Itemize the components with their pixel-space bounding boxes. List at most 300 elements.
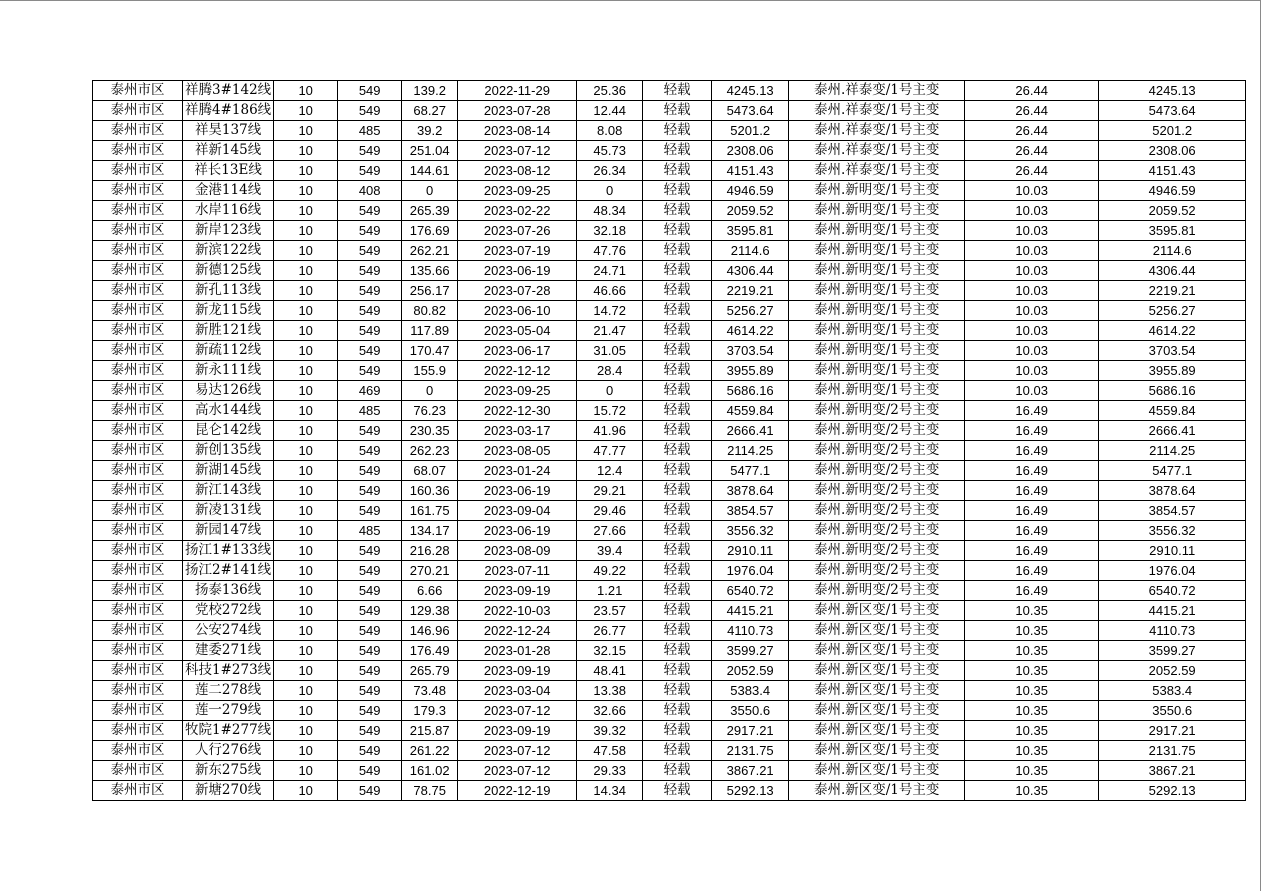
cell-date: 2022-12-30	[458, 401, 577, 421]
table-row	[93, 381, 1246, 401]
cell-load-current: 256.17	[402, 281, 458, 301]
cell-transformer: 泰州.新区变/1号主变	[789, 661, 965, 681]
cell-rated-current: 549	[338, 441, 402, 461]
cell-available-capacity: 2917.21	[1099, 721, 1246, 741]
cell-voltage: 10	[274, 381, 338, 401]
cell-line-name: 祥腾4#186线	[183, 101, 274, 121]
cell-voltage: 10	[274, 501, 338, 521]
cell-available-capacity: 4415.21	[1099, 601, 1246, 621]
cell-load-status: 轻载	[643, 481, 712, 501]
cell-transformer-load-rate: 16.49	[965, 461, 1099, 481]
cell-transformer: 泰州.新明变/1号主变	[789, 241, 965, 261]
cell-transformer: 泰州.新区变/1号主变	[789, 741, 965, 761]
table-row	[93, 421, 1246, 441]
cell-remaining-capacity: 3703.54	[712, 341, 789, 361]
cell-date: 2023-07-12	[458, 701, 577, 721]
cell-remaining-capacity: 3595.81	[712, 221, 789, 241]
cell-line-name: 高水144线	[183, 401, 274, 421]
table-row	[93, 781, 1246, 801]
cell-transformer-load-rate: 10.35	[965, 601, 1099, 621]
cell-available-capacity: 5477.1	[1099, 461, 1246, 481]
cell-voltage: 10	[274, 141, 338, 161]
table-row	[93, 221, 1246, 241]
cell-line-name: 扬江1#133线	[183, 541, 274, 561]
cell-available-capacity: 5686.16	[1099, 381, 1246, 401]
cell-line-name: 公安274线	[183, 621, 274, 641]
cell-load-rate: 28.4	[577, 361, 643, 381]
cell-transformer-load-rate: 26.44	[965, 81, 1099, 101]
cell-load-current: 129.38	[402, 601, 458, 621]
cell-remaining-capacity: 5686.16	[712, 381, 789, 401]
cell-district: 泰州市区	[93, 361, 183, 381]
cell-load-rate: 32.18	[577, 221, 643, 241]
cell-date: 2022-10-03	[458, 601, 577, 621]
cell-load-current: 135.66	[402, 261, 458, 281]
table-row	[93, 81, 1246, 101]
cell-load-current: 170.47	[402, 341, 458, 361]
cell-voltage: 10	[274, 281, 338, 301]
table-row	[93, 721, 1246, 741]
cell-line-name: 新滨122线	[183, 241, 274, 261]
cell-load-rate: 29.33	[577, 761, 643, 781]
cell-date: 2023-08-12	[458, 161, 577, 181]
cell-rated-current: 549	[338, 221, 402, 241]
cell-district: 泰州市区	[93, 101, 183, 121]
table-row	[93, 501, 1246, 521]
cell-load-rate: 39.4	[577, 541, 643, 561]
cell-voltage: 10	[274, 701, 338, 721]
cell-district: 泰州市区	[93, 421, 183, 441]
cell-load-rate: 27.66	[577, 521, 643, 541]
cell-district: 泰州市区	[93, 321, 183, 341]
cell-district: 泰州市区	[93, 761, 183, 781]
cell-voltage: 10	[274, 201, 338, 221]
cell-available-capacity: 4559.84	[1099, 401, 1246, 421]
cell-load-rate: 39.32	[577, 721, 643, 741]
cell-district: 泰州市区	[93, 561, 183, 581]
cell-voltage: 10	[274, 761, 338, 781]
cell-remaining-capacity: 4306.44	[712, 261, 789, 281]
cell-load-rate: 24.71	[577, 261, 643, 281]
cell-load-status: 轻载	[643, 281, 712, 301]
cell-transformer-load-rate: 10.03	[965, 341, 1099, 361]
cell-transformer-load-rate: 26.44	[965, 121, 1099, 141]
cell-remaining-capacity: 3955.89	[712, 361, 789, 381]
table-row	[93, 561, 1246, 581]
cell-district: 泰州市区	[93, 641, 183, 661]
cell-transformer: 泰州.新明变/1号主变	[789, 281, 965, 301]
cell-voltage: 10	[274, 741, 338, 761]
cell-line-name: 新岸123线	[183, 221, 274, 241]
cell-transformer-load-rate: 10.03	[965, 281, 1099, 301]
cell-transformer: 泰州.新明变/1号主变	[789, 361, 965, 381]
cell-rated-current: 549	[338, 201, 402, 221]
cell-transformer: 泰州.祥泰变/1号主变	[789, 161, 965, 181]
cell-load-current: 261.22	[402, 741, 458, 761]
cell-remaining-capacity: 4614.22	[712, 321, 789, 341]
table-row	[93, 461, 1246, 481]
cell-transformer: 泰州.新明变/1号主变	[789, 201, 965, 221]
cell-transformer-load-rate: 16.49	[965, 421, 1099, 441]
table-row	[93, 661, 1246, 681]
cell-load-status: 轻载	[643, 421, 712, 441]
cell-voltage: 10	[274, 781, 338, 801]
cell-load-status: 轻载	[643, 441, 712, 461]
cell-remaining-capacity: 3556.32	[712, 521, 789, 541]
cell-district: 泰州市区	[93, 241, 183, 261]
cell-load-status: 轻载	[643, 321, 712, 341]
cell-load-status: 轻载	[643, 381, 712, 401]
cell-available-capacity: 5292.13	[1099, 781, 1246, 801]
cell-load-current: 144.61	[402, 161, 458, 181]
table-row	[93, 581, 1246, 601]
cell-rated-current: 549	[338, 321, 402, 341]
cell-load-current: 73.48	[402, 681, 458, 701]
table-row	[93, 541, 1246, 561]
cell-rated-current: 549	[338, 141, 402, 161]
cell-transformer-load-rate: 10.35	[965, 741, 1099, 761]
cell-voltage: 10	[274, 541, 338, 561]
cell-available-capacity: 5473.64	[1099, 101, 1246, 121]
cell-load-status: 轻载	[643, 581, 712, 601]
cell-remaining-capacity: 5383.4	[712, 681, 789, 701]
cell-line-name: 扬泰136线	[183, 581, 274, 601]
cell-rated-current: 485	[338, 121, 402, 141]
cell-rated-current: 549	[338, 301, 402, 321]
table-row	[93, 121, 1246, 141]
cell-line-name: 扬江2#141线	[183, 561, 274, 581]
cell-rated-current: 549	[338, 361, 402, 381]
cell-date: 2023-01-24	[458, 461, 577, 481]
cell-load-status: 轻载	[643, 741, 712, 761]
cell-load-current: 76.23	[402, 401, 458, 421]
cell-rated-current: 549	[338, 461, 402, 481]
cell-rated-current: 549	[338, 581, 402, 601]
cell-voltage: 10	[274, 241, 338, 261]
cell-available-capacity: 4946.59	[1099, 181, 1246, 201]
cell-load-status: 轻载	[643, 701, 712, 721]
cell-load-rate: 41.96	[577, 421, 643, 441]
cell-line-name: 新创135线	[183, 441, 274, 461]
table-row	[93, 361, 1246, 381]
cell-rated-current: 549	[338, 241, 402, 261]
cell-load-status: 轻载	[643, 781, 712, 801]
cell-rated-current: 549	[338, 541, 402, 561]
cell-date: 2023-01-28	[458, 641, 577, 661]
cell-remaining-capacity: 2059.52	[712, 201, 789, 221]
cell-load-status: 轻载	[643, 101, 712, 121]
cell-available-capacity: 4614.22	[1099, 321, 1246, 341]
cell-load-current: 216.28	[402, 541, 458, 561]
cell-district: 泰州市区	[93, 521, 183, 541]
cell-available-capacity: 5201.2	[1099, 121, 1246, 141]
cell-voltage: 10	[274, 721, 338, 741]
cell-transformer-load-rate: 10.35	[965, 701, 1099, 721]
cell-transformer-load-rate: 10.03	[965, 181, 1099, 201]
cell-district: 泰州市区	[93, 661, 183, 681]
cell-load-rate: 23.57	[577, 601, 643, 621]
cell-district: 泰州市区	[93, 781, 183, 801]
cell-load-current: 176.49	[402, 641, 458, 661]
cell-date: 2023-02-22	[458, 201, 577, 221]
cell-remaining-capacity: 2052.59	[712, 661, 789, 681]
cell-rated-current: 549	[338, 621, 402, 641]
cell-date: 2022-12-12	[458, 361, 577, 381]
cell-district: 泰州市区	[93, 341, 183, 361]
cell-date: 2023-06-10	[458, 301, 577, 321]
table-body	[93, 81, 1246, 801]
cell-line-name: 新疏112线	[183, 341, 274, 361]
cell-load-status: 轻载	[643, 261, 712, 281]
cell-load-status: 轻载	[643, 361, 712, 381]
cell-rated-current: 549	[338, 641, 402, 661]
cell-load-status: 轻载	[643, 541, 712, 561]
cell-transformer: 泰州.新明变/2号主变	[789, 521, 965, 541]
cell-load-status: 轻载	[643, 641, 712, 661]
cell-voltage: 10	[274, 361, 338, 381]
cell-transformer: 泰州.新明变/1号主变	[789, 261, 965, 281]
cell-load-status: 轻载	[643, 721, 712, 741]
cell-district: 泰州市区	[93, 261, 183, 281]
cell-date: 2023-07-12	[458, 761, 577, 781]
cell-voltage: 10	[274, 401, 338, 421]
cell-transformer: 泰州.祥泰变/1号主变	[789, 101, 965, 121]
cell-rated-current: 549	[338, 761, 402, 781]
cell-load-rate: 0	[577, 381, 643, 401]
cell-district: 泰州市区	[93, 81, 183, 101]
cell-voltage: 10	[274, 321, 338, 341]
cell-available-capacity: 3854.57	[1099, 501, 1246, 521]
cell-rated-current: 549	[338, 81, 402, 101]
cell-date: 2023-09-19	[458, 721, 577, 741]
cell-transformer: 泰州.新明变/2号主变	[789, 501, 965, 521]
cell-load-current: 251.04	[402, 141, 458, 161]
cell-available-capacity: 3595.81	[1099, 221, 1246, 241]
cell-line-name: 易达126线	[183, 381, 274, 401]
cell-district: 泰州市区	[93, 721, 183, 741]
cell-transformer: 泰州.新明变/2号主变	[789, 461, 965, 481]
cell-district: 泰州市区	[93, 281, 183, 301]
cell-load-current: 146.96	[402, 621, 458, 641]
cell-district: 泰州市区	[93, 401, 183, 421]
cell-remaining-capacity: 5477.1	[712, 461, 789, 481]
cell-load-rate: 48.41	[577, 661, 643, 681]
cell-transformer: 泰州.新明变/2号主变	[789, 421, 965, 441]
cell-remaining-capacity: 3550.6	[712, 701, 789, 721]
cell-district: 泰州市区	[93, 181, 183, 201]
table-row	[93, 701, 1246, 721]
cell-load-rate: 26.34	[577, 161, 643, 181]
cell-line-name: 新湖145线	[183, 461, 274, 481]
cell-voltage: 10	[274, 521, 338, 541]
cell-transformer-load-rate: 10.35	[965, 721, 1099, 741]
cell-load-rate: 13.38	[577, 681, 643, 701]
cell-rated-current: 549	[338, 281, 402, 301]
cell-district: 泰州市区	[93, 681, 183, 701]
cell-date: 2023-07-26	[458, 221, 577, 241]
cell-transformer-load-rate: 16.49	[965, 581, 1099, 601]
table-row	[93, 441, 1246, 461]
cell-line-name: 新胜121线	[183, 321, 274, 341]
cell-district: 泰州市区	[93, 121, 183, 141]
cell-load-rate: 49.22	[577, 561, 643, 581]
cell-load-status: 轻载	[643, 401, 712, 421]
cell-remaining-capacity: 3867.21	[712, 761, 789, 781]
cell-rated-current: 549	[338, 701, 402, 721]
cell-load-rate: 1.21	[577, 581, 643, 601]
cell-date: 2023-07-11	[458, 561, 577, 581]
cell-remaining-capacity: 2666.41	[712, 421, 789, 441]
cell-date: 2023-09-25	[458, 181, 577, 201]
cell-transformer-load-rate: 16.49	[965, 541, 1099, 561]
cell-load-current: 6.66	[402, 581, 458, 601]
cell-date: 2023-05-04	[458, 321, 577, 341]
cell-transformer: 泰州.新明变/1号主变	[789, 341, 965, 361]
cell-load-current: 68.27	[402, 101, 458, 121]
cell-line-name: 新园147线	[183, 521, 274, 541]
cell-load-status: 轻载	[643, 121, 712, 141]
table-row	[93, 761, 1246, 781]
cell-date: 2023-09-25	[458, 381, 577, 401]
cell-line-name: 新德125线	[183, 261, 274, 281]
cell-load-status: 轻载	[643, 561, 712, 581]
table-row	[93, 301, 1246, 321]
cell-load-rate: 26.77	[577, 621, 643, 641]
cell-load-status: 轻载	[643, 161, 712, 181]
cell-load-current: 262.23	[402, 441, 458, 461]
table-row	[93, 141, 1246, 161]
cell-available-capacity: 4306.44	[1099, 261, 1246, 281]
cell-date: 2023-07-19	[458, 241, 577, 261]
cell-load-status: 轻载	[643, 461, 712, 481]
table-row	[93, 261, 1246, 281]
cell-available-capacity: 2308.06	[1099, 141, 1246, 161]
cell-district: 泰州市区	[93, 701, 183, 721]
cell-load-current: 68.07	[402, 461, 458, 481]
cell-load-current: 139.2	[402, 81, 458, 101]
cell-date: 2023-09-19	[458, 581, 577, 601]
cell-available-capacity: 3550.6	[1099, 701, 1246, 721]
cell-load-current: 134.17	[402, 521, 458, 541]
cell-transformer-load-rate: 10.35	[965, 641, 1099, 661]
cell-available-capacity: 3878.64	[1099, 481, 1246, 501]
cell-line-name: 人行276线	[183, 741, 274, 761]
table-row	[93, 341, 1246, 361]
cell-transformer: 泰州.新明变/2号主变	[789, 401, 965, 421]
cell-load-status: 轻载	[643, 81, 712, 101]
cell-transformer-load-rate: 10.03	[965, 241, 1099, 261]
cell-remaining-capacity: 5473.64	[712, 101, 789, 121]
cell-date: 2022-11-29	[458, 81, 577, 101]
cell-district: 泰州市区	[93, 461, 183, 481]
cell-remaining-capacity: 5292.13	[712, 781, 789, 801]
table-row	[93, 201, 1246, 221]
cell-line-name: 金港114线	[183, 181, 274, 201]
cell-load-status: 轻载	[643, 501, 712, 521]
cell-transformer: 泰州.新区变/1号主变	[789, 621, 965, 641]
cell-district: 泰州市区	[93, 581, 183, 601]
cell-remaining-capacity: 4559.84	[712, 401, 789, 421]
table-row	[93, 401, 1246, 421]
cell-available-capacity: 1976.04	[1099, 561, 1246, 581]
cell-transformer: 泰州.新区变/1号主变	[789, 681, 965, 701]
cell-district: 泰州市区	[93, 381, 183, 401]
cell-available-capacity: 3867.21	[1099, 761, 1246, 781]
cell-load-rate: 31.05	[577, 341, 643, 361]
cell-district: 泰州市区	[93, 441, 183, 461]
cell-line-name: 祥长13E线	[183, 161, 274, 181]
cell-transformer-load-rate: 16.49	[965, 501, 1099, 521]
cell-load-current: 80.82	[402, 301, 458, 321]
cell-available-capacity: 5256.27	[1099, 301, 1246, 321]
table-row	[93, 741, 1246, 761]
cell-transformer: 泰州.新区变/1号主变	[789, 701, 965, 721]
cell-district: 泰州市区	[93, 481, 183, 501]
table-row	[93, 281, 1246, 301]
cell-load-status: 轻载	[643, 341, 712, 361]
cell-load-rate: 12.4	[577, 461, 643, 481]
cell-load-status: 轻载	[643, 221, 712, 241]
cell-transformer: 泰州.新区变/1号主变	[789, 641, 965, 661]
cell-transformer: 泰州.新明变/1号主变	[789, 301, 965, 321]
cell-voltage: 10	[274, 441, 338, 461]
cell-district: 泰州市区	[93, 301, 183, 321]
cell-transformer-load-rate: 10.03	[965, 221, 1099, 241]
cell-load-current: 160.36	[402, 481, 458, 501]
cell-transformer: 泰州.新区变/1号主变	[789, 761, 965, 781]
cell-date: 2023-06-19	[458, 481, 577, 501]
cell-remaining-capacity: 3878.64	[712, 481, 789, 501]
cell-date: 2023-03-17	[458, 421, 577, 441]
cell-transformer-load-rate: 10.35	[965, 621, 1099, 641]
cell-available-capacity: 5383.4	[1099, 681, 1246, 701]
cell-remaining-capacity: 4151.43	[712, 161, 789, 181]
cell-available-capacity: 3955.89	[1099, 361, 1246, 381]
cell-transformer: 泰州.新明变/2号主变	[789, 481, 965, 501]
cell-transformer-load-rate: 10.03	[965, 361, 1099, 381]
cell-load-rate: 47.76	[577, 241, 643, 261]
cell-transformer: 泰州.祥泰变/1号主变	[789, 81, 965, 101]
cell-voltage: 10	[274, 621, 338, 641]
cell-load-rate: 47.77	[577, 441, 643, 461]
cell-available-capacity: 2059.52	[1099, 201, 1246, 221]
cell-rated-current: 549	[338, 561, 402, 581]
cell-load-rate: 47.58	[577, 741, 643, 761]
cell-load-status: 轻载	[643, 621, 712, 641]
cell-line-name: 新永111线	[183, 361, 274, 381]
cell-transformer-load-rate: 16.49	[965, 561, 1099, 581]
cell-voltage: 10	[274, 181, 338, 201]
cell-line-name: 祥腾3#142线	[183, 81, 274, 101]
table-row	[93, 241, 1246, 261]
cell-load-current: 117.89	[402, 321, 458, 341]
cell-available-capacity: 3599.27	[1099, 641, 1246, 661]
cell-load-current: 0	[402, 181, 458, 201]
cell-remaining-capacity: 4946.59	[712, 181, 789, 201]
cell-load-status: 轻载	[643, 141, 712, 161]
cell-transformer-load-rate: 10.35	[965, 661, 1099, 681]
cell-voltage: 10	[274, 301, 338, 321]
cell-voltage: 10	[274, 221, 338, 241]
cell-load-status: 轻载	[643, 521, 712, 541]
cell-rated-current: 549	[338, 101, 402, 121]
cell-line-name: 新东275线	[183, 761, 274, 781]
cell-remaining-capacity: 2114.25	[712, 441, 789, 461]
table-row	[93, 681, 1246, 701]
cell-load-current: 161.02	[402, 761, 458, 781]
cell-load-rate: 46.66	[577, 281, 643, 301]
cell-date: 2023-06-17	[458, 341, 577, 361]
